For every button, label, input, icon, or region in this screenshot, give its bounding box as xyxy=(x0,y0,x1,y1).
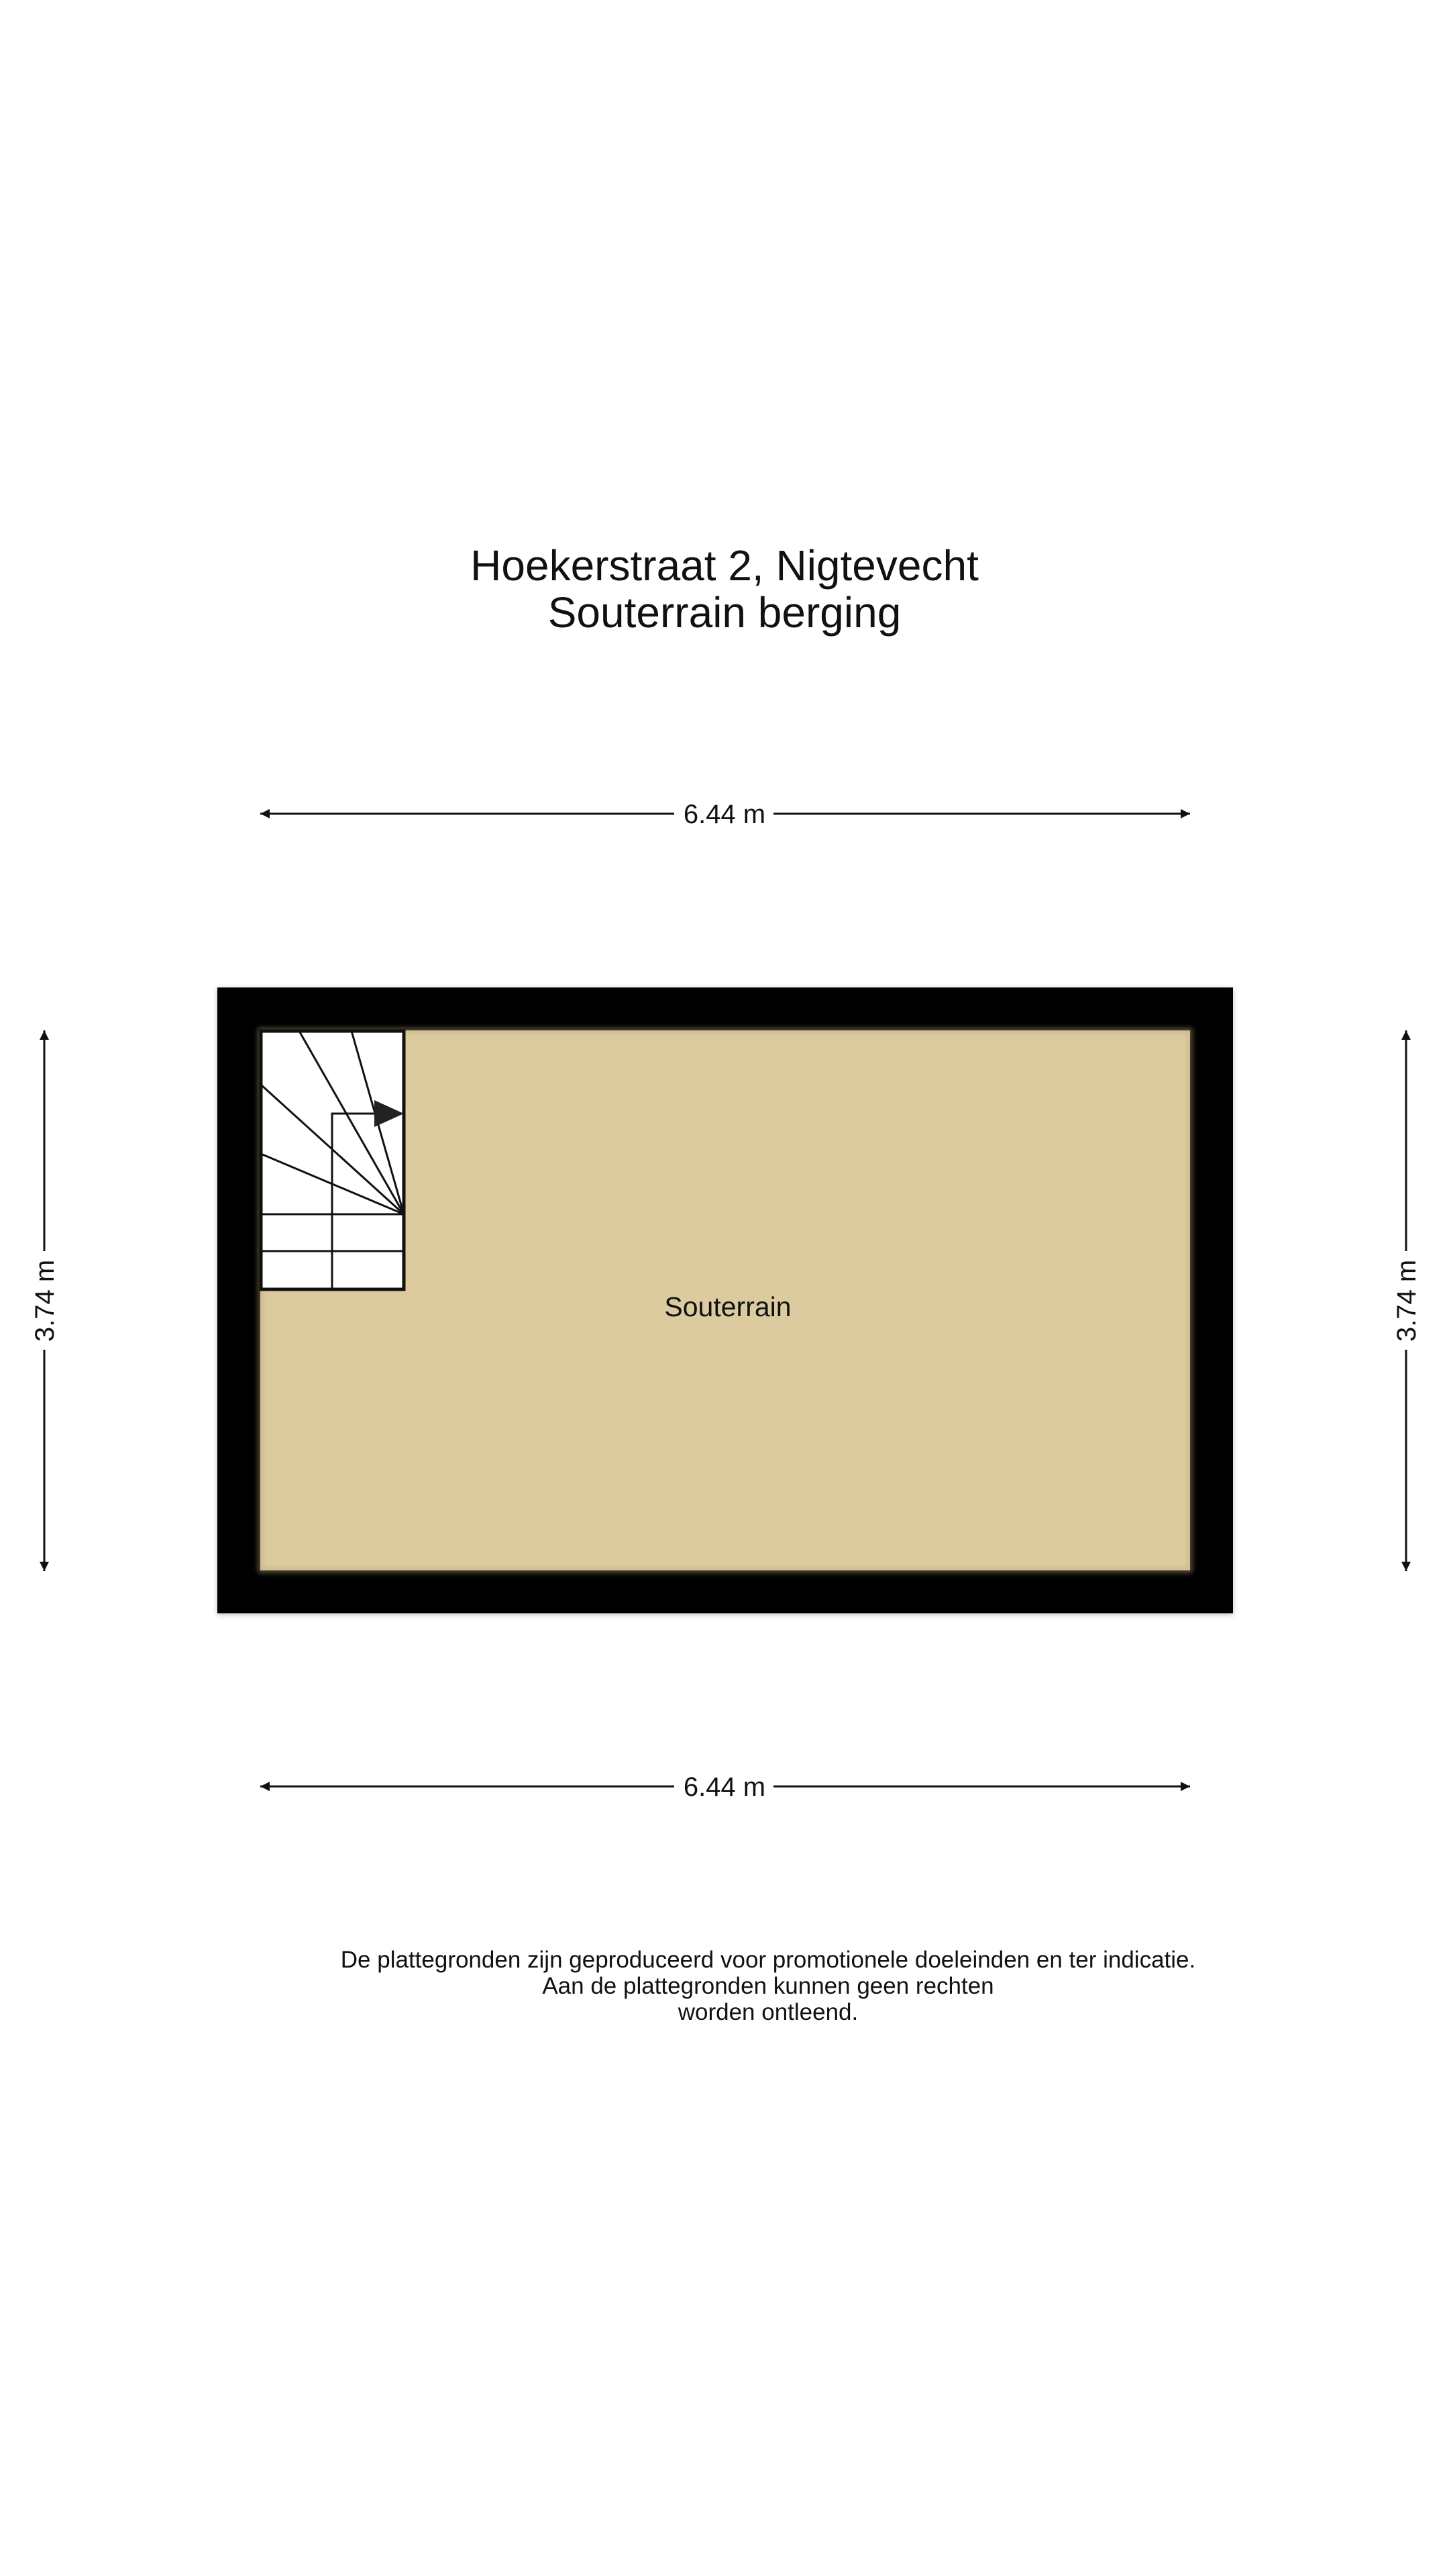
plan-title-floor: Souterrain berging xyxy=(547,588,902,637)
room-label-souterrain: Souterrain xyxy=(664,1291,792,1322)
plan-title-address: Hoekerstraat 2, Nigtevecht xyxy=(470,541,979,590)
disclaimer xyxy=(0,1947,1449,2025)
dimension-left-label: 3.74 m xyxy=(30,1259,60,1342)
disclaimer-line: De plattegronden zijn geproduceerd voor promotionele doeleinden en ter indicatie. xyxy=(340,1947,1196,1973)
dimension-top-label: 6.44 m xyxy=(683,800,766,829)
dimension-right-label: 3.74 m xyxy=(1392,1259,1421,1342)
staircase xyxy=(261,1031,404,1289)
disclaimer-line: worden ontleend. xyxy=(678,1999,859,2025)
dimension-top xyxy=(260,800,1190,829)
dimension-left xyxy=(30,1030,60,1571)
dimension-bottom xyxy=(260,1772,1190,1802)
disclaimer-line: Aan de plattegronden kunnen geen rechten xyxy=(542,1973,994,1999)
dimension-right xyxy=(1392,1030,1421,1571)
dimension-bottom-label: 6.44 m xyxy=(683,1772,766,1802)
